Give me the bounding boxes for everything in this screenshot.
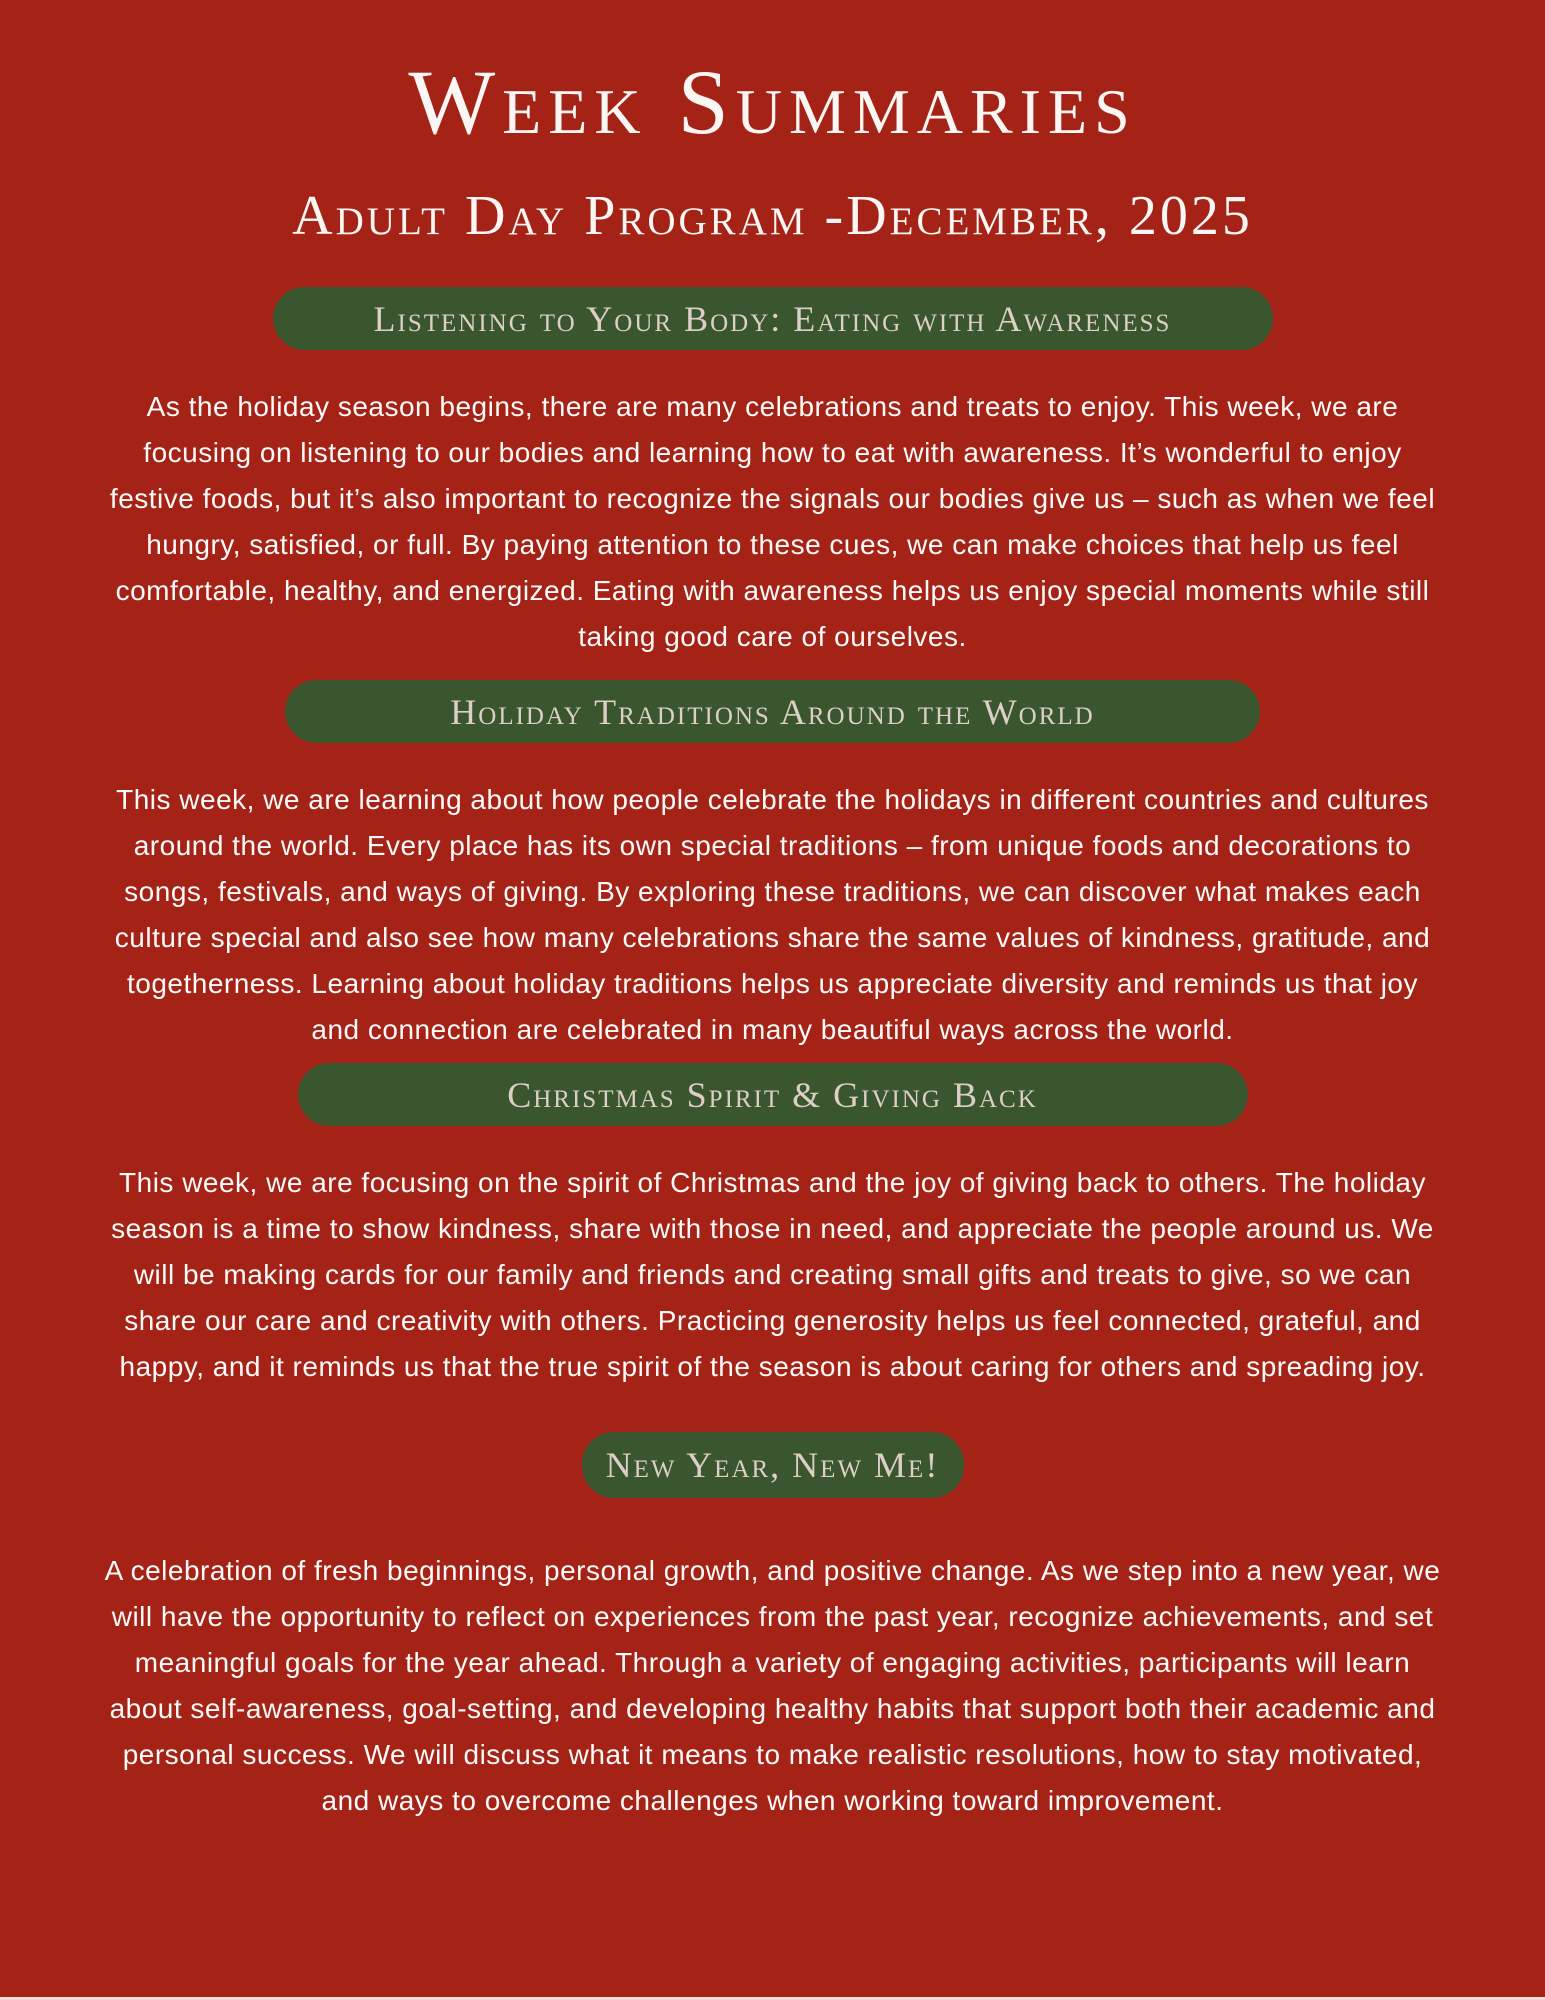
section-header-new-year: New Year, New Me! [582, 1432, 964, 1498]
paragraph-holiday-traditions: This week, we are learning about how people celebrate the holidays in different countries and cultures around the world. Every place has its own special traditions – from unique foods and decorations to songs, festivals, and ways of giving. By exploring these traditions, we can discover what makes each culture special and also see how many celebrations share the same values of kindness, gratitude, and togetherness. Learning about holiday traditions helps us appreciate diversity and reminds us that joy and connection are celebrated in many beautiful ways across the world. [114, 784, 1431, 1046]
section-header-holiday-traditions: Holiday Traditions Around the World [285, 680, 1260, 743]
section-header-christmas-giving: Christmas Spirit & Giving Back [298, 1063, 1248, 1126]
section-header-eating-awareness: Listening to Your Body: Eating with Awareness [273, 287, 1273, 350]
paragraph-christmas-giving: This week, we are focusing on the spirit of Christmas and the joy of giving back to others. The holiday season is a time to show kindness, share with those in need, and appreciate the people around us. We will be making cards for our family and friends and creating small gifts and treats to give, so we can share our care and creativity with others. Practicing generosity helps us feel connected, grateful, and happy, and it reminds us that the true spirit of the season is about caring for others and spreading joy. [111, 1167, 1434, 1383]
paragraph-eating-awareness: As the holiday season begins, there are many celebrations and treats to enjoy. This week, we are focusing on listening to our bodies and learning how to eat with awareness. It’s wonderful to enjoy festive foods, but it’s also important to recognize the signals our bodies give us – such as when we feel hungry, satisfied, or full. By paying attention to these cues, we can make choices that help us feel comfortable, healthy, and energized. Eating with awareness helps us enjoy special moments while still taking good care of ourselves. [109, 391, 1436, 653]
page-title: Week Summaries [408, 51, 1137, 153]
page-subtitle: Adult Day Program -December, 2025 [292, 184, 1253, 247]
paragraph-new-year: A celebration of fresh beginnings, personal growth, and positive change. As we step into a new year, we will have the opportunity to reflect on experiences from the past year, recognize achievements, and set meaningful goals for the year ahead. Through a variety of engaging activities, participants will learn about self-awareness, goal-setting, and developing healthy habits that support both their academic and personal success. We will discuss what it means to make realistic resolutions, how to stay motivated, and ways to overcome challenges when working toward improvement. [104, 1555, 1441, 1817]
